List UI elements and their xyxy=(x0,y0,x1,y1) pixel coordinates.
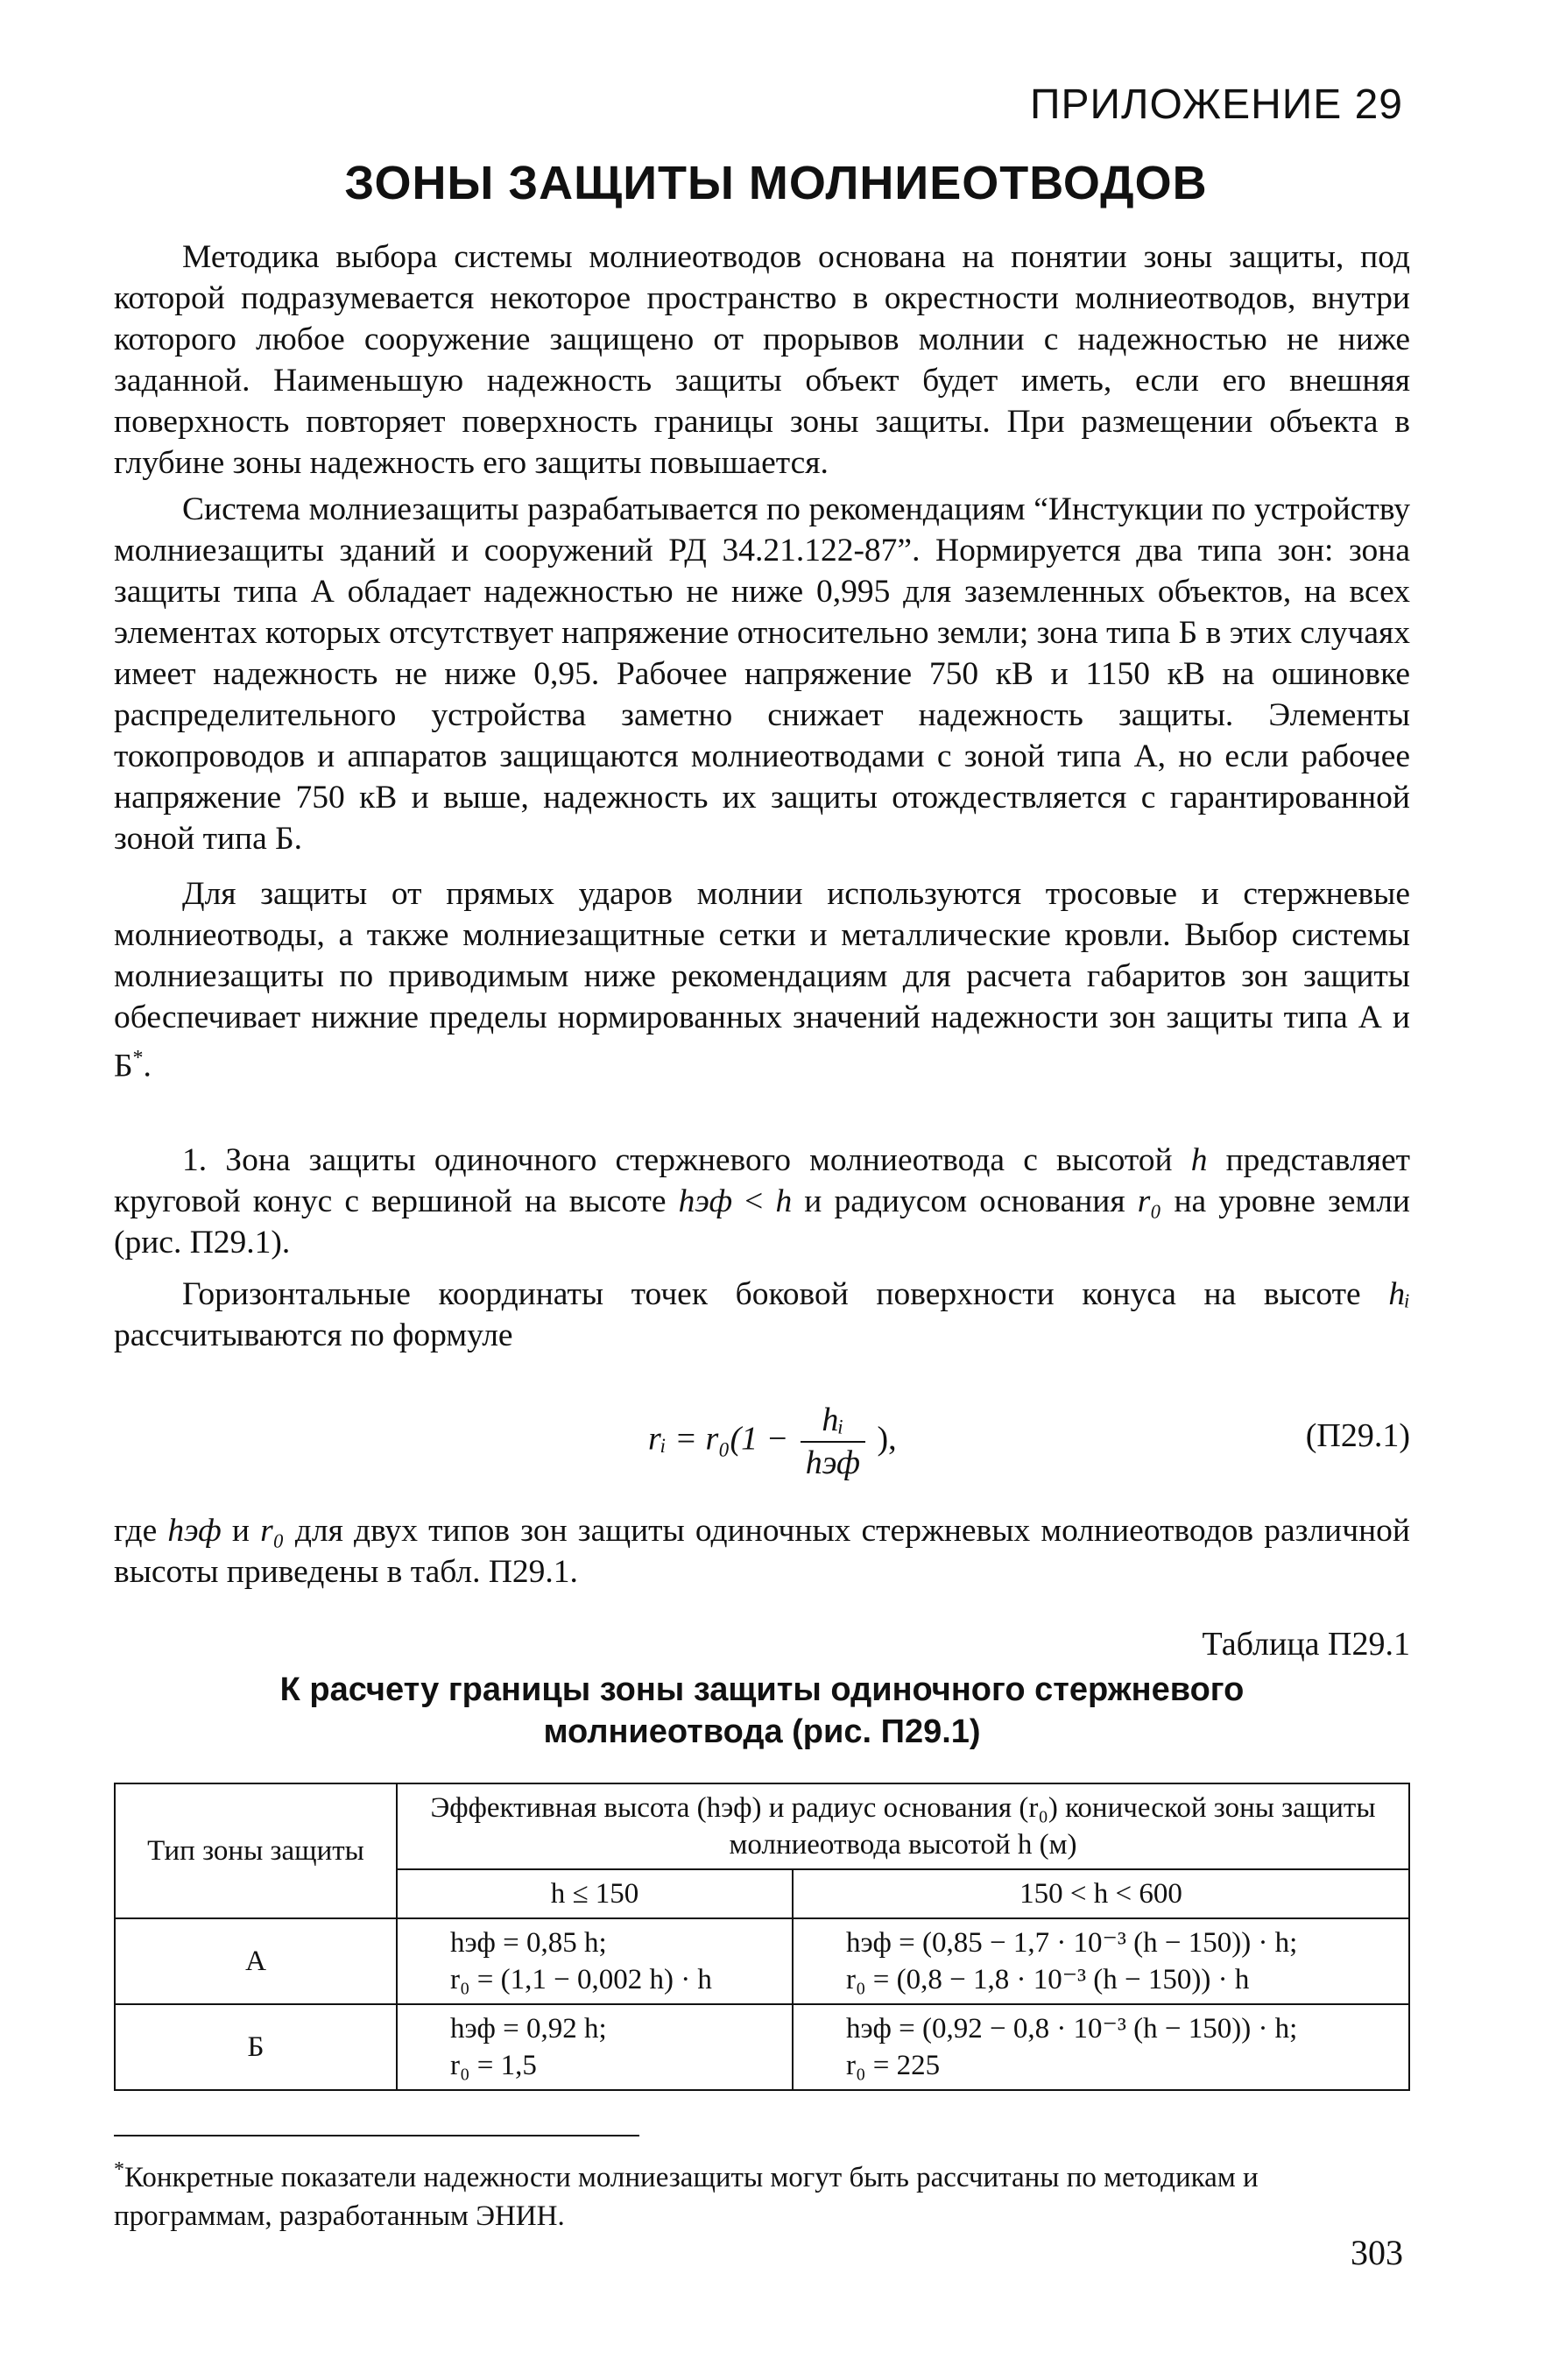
subheader-h-le-150: h ≤ 150 xyxy=(397,1869,793,1918)
table-header-row xyxy=(115,1783,1409,1869)
formula-denominator: hэф xyxy=(805,1444,860,1481)
p5-text-a: Горизонтальные координаты точек боковой поверхности конуса на высоте xyxy=(182,1275,1389,1312)
page-number: 303 xyxy=(1351,2233,1403,2272)
formula-cell xyxy=(793,2004,1409,2090)
page-title: ЗОНЫ ЗАЩИТЫ МОЛНИЕОТВОДОВ xyxy=(344,157,1208,209)
paragraph-where xyxy=(114,1510,1410,1593)
table-title: К расчету границы зоны защиты одиночного стержневого молниеотвода (рис. П29.1) xyxy=(279,1670,1245,1750)
paragraph-methods-end: . xyxy=(143,1048,152,1084)
p4-var-h: h xyxy=(1190,1141,1208,1178)
cell-line: hэф = (0,92 − 0,8 · 10⁻³ (h − 150)) · h; xyxy=(846,2012,1298,2045)
footnote-mark: * xyxy=(114,2158,124,2181)
paragraph-coordinates xyxy=(114,1274,1410,1356)
paragraph-methods xyxy=(114,873,1410,1087)
formula-cell xyxy=(793,1918,1409,2004)
footnote-divider xyxy=(114,2135,639,2136)
p4-text-a: 1. Зона защиты одиночного стержневого молниеотвода с высотой xyxy=(182,1141,1191,1178)
p5-var-hi: hᵢ xyxy=(1388,1275,1410,1312)
document-body xyxy=(114,237,1410,2264)
formula-rhs: ), xyxy=(877,1420,897,1458)
cell-line: hэф = (0,85 − 1,7 · 10⁻³ (h − 150)) · h; xyxy=(846,1926,1298,1959)
p4-var-h2: h xyxy=(775,1183,793,1219)
table-row xyxy=(115,2004,1409,2090)
formula-block xyxy=(114,1382,1410,1505)
formula-lhs: rᵢ = r₀(1 − xyxy=(648,1420,789,1458)
appendix-label: ПРИЛОЖЕНИЕ 29 xyxy=(1029,81,1403,128)
p4-text-d: на уровне земли (рис. П29.1). xyxy=(114,1183,1410,1261)
formula-fraction xyxy=(801,1400,865,1484)
cell-line: r₀ = (1,1 − 0,002 h) · h xyxy=(450,1963,712,1995)
paragraph-standards: Система молниезащиты разрабатывается по рекомендациям “Инстукции по устройству молниезащиты зданий и сооружений РД 34.21.122-87”. Нормируется два типа зон: зона защиты типа А обладает надежностью не ниже 0,995 для заземленных объектов, на всех элементах которых отсутствует напряжение относительно земли; зона типа Б в этих случаях имеет надежность не ниже 0,95. Рабочее напряжение 750 кВ и 1150 кВ на ошиновке распределительного устройства заметно снижает надежность защиты. Элементы токопроводов и аппаратов защищаются молниеотводами с зоной типа А, но если рабочее напряжение 750 кВ и выше, надежность их защиты отождествляется с гарантированной зоной типа Б. xyxy=(114,491,1410,857)
zone-type-cell: Б xyxy=(115,2004,397,2090)
paragraph-definition: Методика выбора системы молниеотводов основана на понятии зоны защиты, под которой подразумевается некоторое пространство в окрестности молниеотводов, внутри которого любое сооружение защищено от прорывов молнии с надежностью не ниже заданной. Наименьшую надежность защиты объект будет иметь, если его внешняя поверхность повторяет поверхность границы зоны защиты. При размещении объекта в глубине зоны надежность его защиты повышается. xyxy=(114,239,1410,481)
cell-line: hэф = 0,85 h; xyxy=(450,1926,607,1959)
footnote xyxy=(114,2150,1410,2235)
footnote-text: Конкретные показатели надежности молниезащиты могут быть рассчитаны по методикам и программам, разработанным ЭНИН. xyxy=(114,2161,1259,2232)
paragraph-methods-text: Для защиты от прямых ударов молнии используются тросовые и стержневые молниеотводы, а также молниезащитные сетки и металлические кровли. Выбор системы молниезащиты по приводимым ниже рекомендациям для расчета габаритов зон защиты обеспечивает нижние пределы нормированных значений надежности зон защиты типа А и Б xyxy=(114,876,1410,1084)
zone-type-cell: А xyxy=(115,1918,397,2004)
formula-p29-1 xyxy=(648,1400,897,1484)
p6-var-heff: hэф xyxy=(167,1512,222,1549)
p4-lt: < xyxy=(732,1183,776,1219)
p6-text-a: где xyxy=(114,1512,168,1549)
p6-text-b: для двух типов зон защиты одиночных стержневых молниеотводов различной высоты приведены в табл. П29.1. xyxy=(114,1512,1410,1590)
cell-line: r₀ = (0,8 − 1,8 · 10⁻³ (h − 150)) · h xyxy=(846,1963,1250,1995)
footnote-reference: * xyxy=(132,1047,144,1070)
subheader-150-h-600: 150 < h < 600 xyxy=(793,1869,1409,1918)
paragraph-single-rod-zone xyxy=(114,1140,1410,1263)
p6-var-r0: r₀ xyxy=(260,1512,285,1549)
formula-number: (П29.1) xyxy=(1305,1416,1410,1454)
p4-text-b: представляет круговой конус с вершиной на высоте xyxy=(114,1141,1410,1219)
p4-text-c: и радиусом основания xyxy=(792,1183,1138,1219)
header-effective-height: Эффективная высота (hэф) и радиус основания (r₀) конической зоны защиты молниеотвода высотой h (м) xyxy=(397,1783,1409,1869)
cell-line: r₀ = 1,5 xyxy=(450,2049,537,2081)
cell-line: hэф = 0,92 h; xyxy=(450,2012,607,2045)
p5-text-b: рассчитываются по формуле xyxy=(114,1317,513,1353)
p4-var-r0: r₀ xyxy=(1137,1183,1162,1219)
formula-cell xyxy=(397,2004,793,2090)
p4-var-heff: hэф xyxy=(678,1183,733,1219)
formula-numerator: hᵢ xyxy=(801,1400,865,1443)
p6-and: и xyxy=(221,1512,261,1549)
formula-cell xyxy=(397,1918,793,2004)
table-label: Таблица П29.1 xyxy=(1202,1625,1410,1663)
cell-line: r₀ = 225 xyxy=(846,2049,941,2081)
header-zone-type: Тип зоны защиты xyxy=(115,1783,397,1918)
table-row xyxy=(115,1918,1409,2004)
protection-zone-table xyxy=(114,1783,1410,2091)
